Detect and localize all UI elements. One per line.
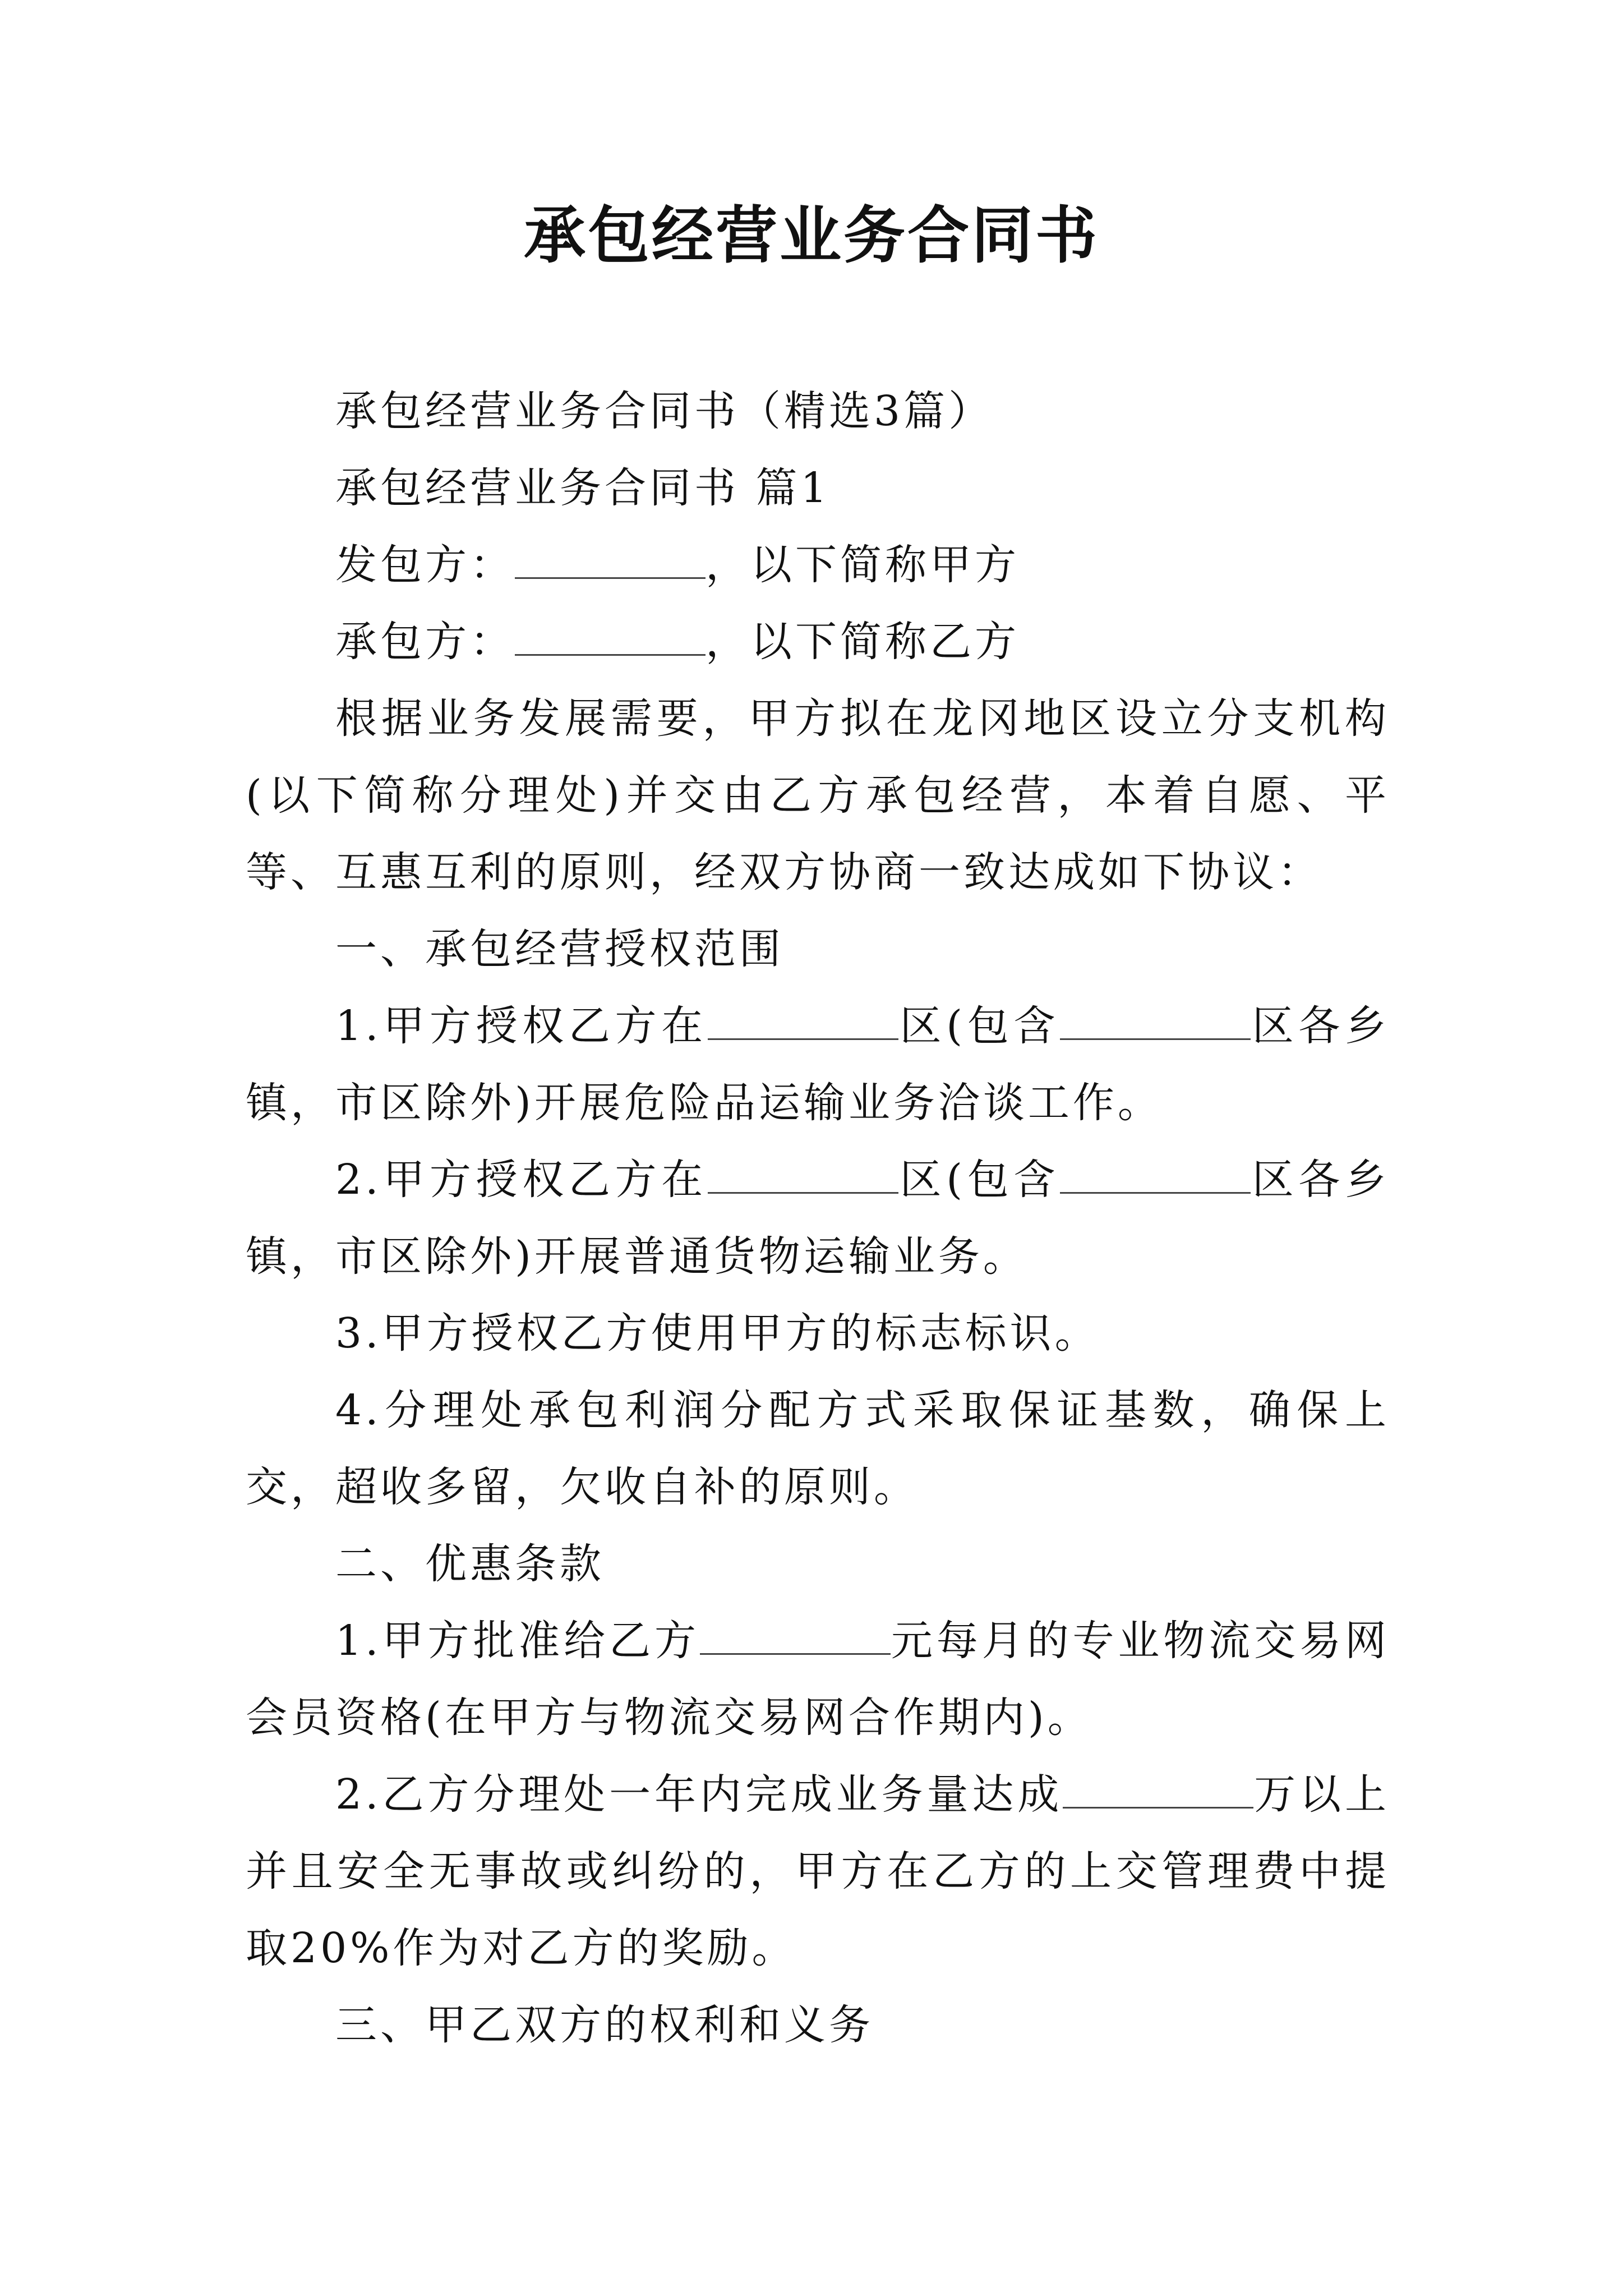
paragraph-heading-rights: 三、甲乙双方的权利和义务 xyxy=(335,2001,874,2049)
paragraph-heading-benefits: 二、优惠条款 xyxy=(335,1540,605,1588)
document-title: 承包经营业务合同书 xyxy=(524,199,1099,272)
paragraph-scope-2 xyxy=(246,1142,1390,1295)
scope-1-text-c: 区各乡镇，市区除外)开展危险品运输业务洽谈工作。 xyxy=(246,1002,1390,1127)
scope-2-text-b: 区(包含 xyxy=(898,1156,1061,1204)
benefit-1-text-b: 元每月的专业物流交易网会员资格(在甲方与物流交易网合作期内)。 xyxy=(246,1617,1390,1742)
contractor-label: 承包方： xyxy=(335,618,515,666)
benefit-1-blank xyxy=(700,1619,891,1655)
scope-1-blank-b xyxy=(1060,1005,1251,1040)
scope-2-blank-a xyxy=(708,1158,898,1194)
scope-1-text-b: 区(包含 xyxy=(898,1002,1061,1050)
scope-2-blank-b xyxy=(1060,1158,1251,1194)
document-body xyxy=(246,373,1390,2064)
benefit-2-text-b: 万以上并且安全无事故或纠纷的，甲方在乙方的上交管理费中提取20%作为对乙方的奖励。 xyxy=(246,1770,1390,1972)
paragraph-issuer xyxy=(246,527,1390,604)
paragraph-scope-1 xyxy=(246,988,1390,1142)
issuer-suffix: ，以下简称甲方 xyxy=(706,541,1020,589)
paragraph-benefit-2 xyxy=(246,1756,1390,1987)
contractor-blank xyxy=(515,620,706,656)
paragraph-scope-4: 4.分理处承包利润分配方式采取保证基数，确保上交，超收多留，欠收自补的原则。 xyxy=(246,1386,1390,1511)
paragraph-section-heading: 承包经营业务合同书 篇1 xyxy=(335,464,831,512)
scope-2-text-a: 2.甲方授权乙方在 xyxy=(335,1156,708,1204)
paragraph-subtitle: 承包经营业务合同书（精选3篇） xyxy=(335,387,994,435)
paragraph-contractor xyxy=(246,604,1390,680)
issuer-blank xyxy=(515,544,706,579)
issuer-label: 发包方： xyxy=(335,541,515,589)
scope-1-blank-a xyxy=(708,1005,898,1040)
benefit-1-text-a: 1.甲方批准给乙方 xyxy=(335,1617,700,1665)
paragraph-scope-3: 3.甲方授权乙方使用甲方的标志标识。 xyxy=(335,1309,1100,1358)
paragraph-benefit-1 xyxy=(246,1603,1390,1756)
paragraph-preamble: 根据业务发展需要，甲方拟在龙冈地区设立分支机构(以下简称分理处)并交由乙方承包经营，本着自愿、平等、互惠互利的原则，经双方协商一致达成如下协议： xyxy=(246,694,1390,896)
scope-1-text-a: 1.甲方授权乙方在 xyxy=(335,1002,708,1050)
benefit-2-text-a: 2.乙方分理处一年内完成业务量达成 xyxy=(335,1770,1063,1819)
contractor-suffix: ，以下简称乙方 xyxy=(706,618,1020,666)
paragraph-heading-scope: 一、承包经营授权范围 xyxy=(335,925,784,973)
benefit-2-blank xyxy=(1063,1773,1253,1809)
scope-2-text-c: 区各乡镇，市区除外)开展普通货物运输业务。 xyxy=(246,1156,1390,1281)
